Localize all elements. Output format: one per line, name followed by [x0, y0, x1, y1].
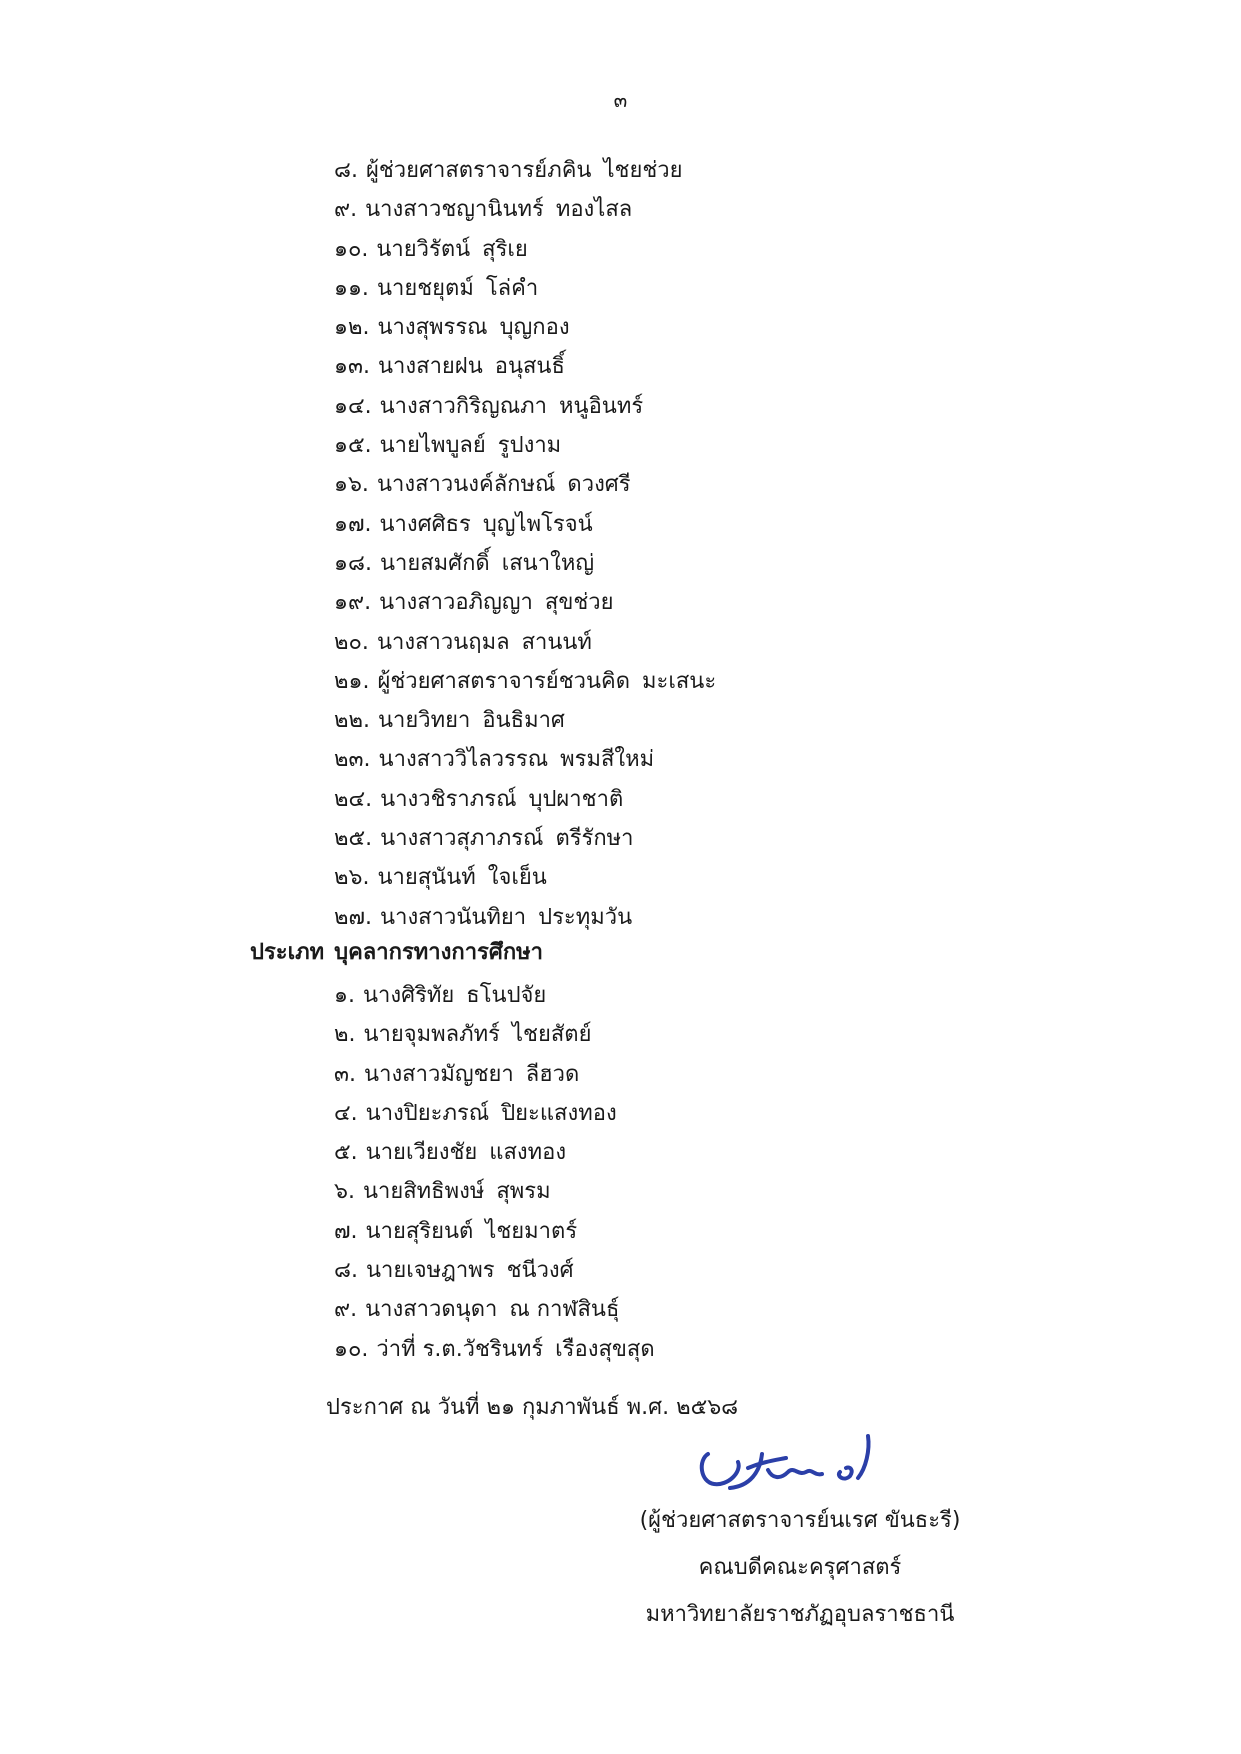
- item-number: ๑.: [334, 983, 355, 1008]
- person-name: นางสาวนฤมล: [376, 629, 510, 655]
- list-item: [334, 701, 716, 740]
- person-surname: ตรีรักษา: [555, 826, 634, 852]
- person-surname: อินธิมาศ: [482, 708, 565, 734]
- item-number: ๑๖.: [334, 472, 369, 498]
- person-name: นายเจษฎาพร: [365, 1258, 495, 1284]
- person-surname: แสงทอง: [489, 1140, 567, 1166]
- person-surname: ทองไสล: [555, 197, 633, 223]
- list-item: [334, 190, 716, 229]
- person-name: นางสาวดนุดา: [365, 1297, 498, 1323]
- person-surname: ใจเย็น: [487, 865, 547, 891]
- person-name: นางศศิธร: [379, 511, 471, 537]
- person-name: นางปิยะภรณ์: [365, 1100, 490, 1126]
- list-item: [334, 347, 716, 386]
- person-surname: พรมสีใหม่: [560, 747, 655, 773]
- category-heading: [250, 934, 543, 969]
- list-item: [334, 623, 716, 662]
- list-item: [334, 1055, 655, 1094]
- item-number: ๑๗.: [334, 511, 372, 537]
- page-number: ๓: [613, 88, 628, 112]
- list-item: [334, 387, 716, 426]
- announcement-date: ประกาศ ณ วันที่ ๒๑ กุมภาพันธ์ พ.ศ. ๒๕๖๘: [326, 1395, 739, 1420]
- list-item: [334, 1330, 655, 1369]
- item-number: ๘.: [334, 1258, 358, 1284]
- item-number: ๑๕.: [334, 433, 372, 459]
- person-surname: ชนีวงศ์: [506, 1258, 574, 1284]
- person-surname: บุปผาชาติ: [528, 786, 624, 812]
- person-surname: สุพรม: [496, 1179, 551, 1205]
- item-number: ๑๓.: [334, 354, 370, 380]
- list-item: [334, 1212, 655, 1251]
- person-name: ผู้ช่วยศาสตราจารย์ชวนคิด: [377, 668, 631, 694]
- person-name: นายสุริยนต์: [365, 1218, 474, 1244]
- item-number: ๑๙.: [334, 590, 372, 616]
- item-number: ๔.: [334, 1100, 358, 1126]
- person-surname: สุริเย: [482, 236, 528, 262]
- person-name: นางสาวอภิญญา: [379, 590, 533, 616]
- person-surname: โล่คำ: [485, 275, 539, 301]
- item-number: ๑๐.: [334, 1336, 369, 1362]
- item-number: ๙.: [334, 197, 358, 223]
- person-surname: เรืองสุขสุด: [555, 1336, 655, 1362]
- list-item: [334, 1251, 655, 1290]
- person-name: นางสาวนงค์ลักษณ์: [376, 472, 556, 498]
- person-surname: ปิยะแสงทอง: [501, 1100, 617, 1126]
- academic-staff-list: [334, 151, 716, 937]
- list-item: [334, 426, 716, 465]
- item-number: ๑๘.: [334, 550, 372, 576]
- person-name: นายสมศักดิ์: [379, 550, 490, 576]
- item-number: ๖.: [334, 1179, 355, 1205]
- signatory-position: คณบดีคณะครุศาสตร์: [698, 1555, 902, 1580]
- person-name: นางสาวนันทิยา: [380, 904, 527, 930]
- person-name: นางสาวสุภาภรณ์: [380, 826, 544, 852]
- list-item: [334, 740, 716, 779]
- person-name: นางวชิราภรณ์: [380, 786, 517, 812]
- person-name: นางสายฝน: [378, 354, 483, 380]
- item-number: ๕.: [334, 1140, 358, 1166]
- list-item: [334, 505, 716, 544]
- person-name: นายสิทธิพงษ์: [362, 1179, 485, 1205]
- list-item: [334, 662, 716, 701]
- signature-image: [690, 1432, 890, 1502]
- person-surname: ไชยช่วย: [603, 158, 683, 183]
- person-surname: สานนท์: [521, 629, 592, 655]
- list-item: [334, 544, 716, 583]
- list-item: [334, 308, 716, 347]
- person-surname: หนูอินทร์: [559, 393, 644, 419]
- list-item: [334, 269, 716, 308]
- person-surname: ประทุมวัน: [538, 904, 633, 930]
- item-number: ๑๒.: [334, 315, 370, 341]
- list-item: [334, 858, 716, 897]
- item-number: ๑๑.: [334, 275, 369, 301]
- list-item: [334, 819, 716, 858]
- item-number: ๒๑.: [334, 668, 370, 694]
- person-name: นางสาวมัญชยา: [364, 1061, 514, 1087]
- person-surname: มะเสนะ: [642, 668, 717, 694]
- person-surname: ดวงศรี: [567, 472, 631, 498]
- item-number: ๗.: [334, 1218, 358, 1244]
- person-name: นางสาวชญานินทร์: [365, 197, 544, 223]
- person-name: นายชยุตม์: [376, 275, 474, 301]
- list-item: [334, 230, 716, 269]
- item-number: ๑๔.: [334, 393, 372, 419]
- person-surname: บุญกอง: [499, 315, 570, 341]
- item-number: ๒๐.: [334, 629, 369, 655]
- list-item: [334, 1290, 655, 1329]
- support-staff-list: [334, 976, 655, 1369]
- list-item: [334, 1015, 655, 1054]
- person-surname: ณ กาฬสินธุ์: [509, 1297, 620, 1323]
- item-number: ๒๗.: [334, 904, 373, 930]
- person-name: นางสาวกิริญณภา: [379, 393, 548, 419]
- person-name: นายไพบูลย์: [379, 433, 486, 459]
- person-name: นางศิริทัย: [362, 983, 455, 1008]
- signature-block: [600, 1497, 1000, 1638]
- person-surname: สุขช่วย: [544, 590, 614, 616]
- category-value: บุคลากรทางการศึกษา: [334, 940, 544, 965]
- person-surname: บุญไพโรจน์: [482, 511, 593, 537]
- item-number: ๒๓.: [334, 747, 371, 773]
- item-number: ๒๒.: [334, 708, 370, 734]
- item-number: ๒.: [334, 1022, 356, 1048]
- person-surname: ธโนปจัย: [466, 983, 547, 1008]
- list-item: [334, 898, 716, 937]
- item-number: ๒๖.: [334, 865, 370, 891]
- person-surname: อนุสนธิ์: [494, 354, 565, 380]
- person-surname: ไชยสัตย์: [511, 1022, 592, 1048]
- item-number: ๑๐.: [334, 236, 369, 262]
- list-item: [334, 1172, 655, 1211]
- signatory-organization: มหาวิทยาลัยราชภัฏอุบลราชธานี: [645, 1602, 955, 1627]
- item-number: ๒๔.: [334, 786, 373, 812]
- person-name: ว่าที่ ร.ต.วัชรินทร์: [376, 1336, 544, 1362]
- list-item: [334, 465, 716, 504]
- person-name: นางสุพรรณ: [377, 315, 488, 341]
- person-name: ผู้ช่วยศาสตราจารย์ภคิน: [365, 158, 592, 183]
- person-surname: ลีฮวด: [525, 1061, 580, 1087]
- person-surname: เสนาใหญ่: [501, 550, 595, 576]
- person-name: นายวิทยา: [378, 708, 471, 734]
- list-item: [334, 976, 655, 1015]
- signatory-name: (ผู้ช่วยศาสตราจารย์นเรศ ขันธะรี): [639, 1508, 961, 1533]
- item-number: ๒๕.: [334, 826, 373, 852]
- person-name: นายเวียงชัย: [365, 1140, 478, 1166]
- person-name: นางสาววิไลวรรณ: [378, 747, 549, 773]
- list-item: [334, 1133, 655, 1172]
- list-item: [334, 583, 716, 622]
- person-name: นายวิรัตน์: [376, 236, 471, 262]
- person-name: นายสุนันท์: [377, 865, 476, 891]
- person-name: นายจุมพลภัทร์: [363, 1022, 500, 1048]
- item-number: ๘.: [334, 158, 358, 183]
- person-surname: ไชยมาตร์: [485, 1218, 578, 1244]
- item-number: ๓.: [334, 1061, 357, 1087]
- list-item: [334, 780, 716, 819]
- item-number: ๙.: [334, 1297, 358, 1323]
- person-surname: รูปงาม: [497, 433, 562, 459]
- list-item: [334, 151, 716, 190]
- category-label: ประเภท: [250, 940, 325, 965]
- list-item: [334, 1094, 655, 1133]
